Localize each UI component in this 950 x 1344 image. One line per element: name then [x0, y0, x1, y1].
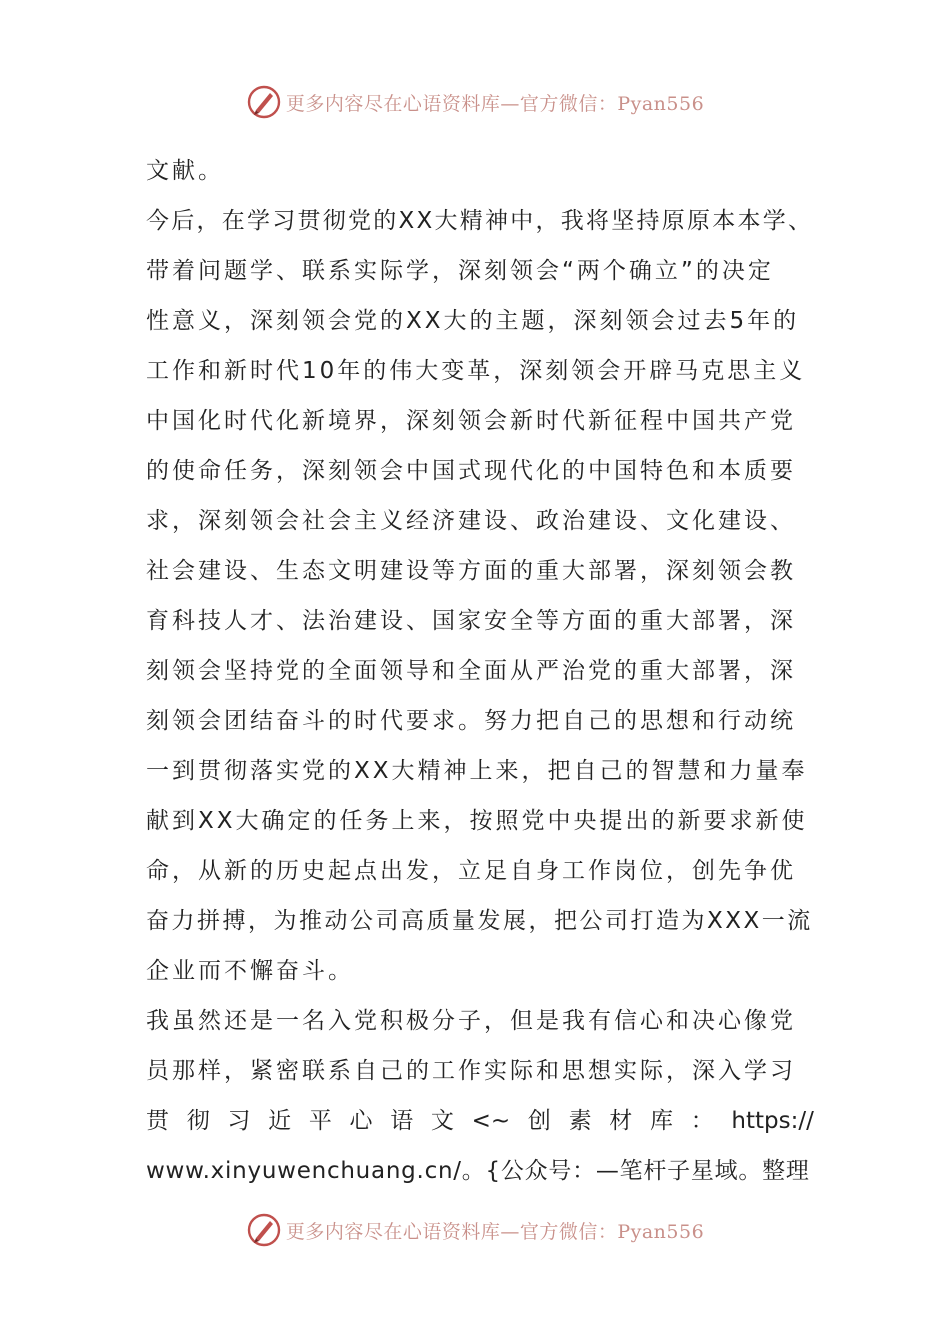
- text-line: 献到XX大确定的任务上来，按照党中央提出的新要求新使: [146, 808, 808, 834]
- text-line: 性意义，深刻领会党的XX大的主题，深刻领会过去5年的: [146, 308, 800, 334]
- spread-token: 创: [527, 1108, 551, 1134]
- text-line: 一到贯彻落实党的XX大精神上来，把自己的智慧和力量奉: [146, 758, 808, 784]
- text-line: 我虽然还是一名入党积极分子，但是我有信心和决心像党: [146, 1008, 796, 1034]
- text-line: 奋力拼搏，为推动公司高质量发展，把公司打造为XXX一流: [146, 908, 813, 934]
- text-line: 中国化时代化新境界，深刻领会新时代新征程中国共产党: [146, 408, 796, 434]
- pen-logo-icon: [246, 1212, 282, 1248]
- spread-token: 习: [227, 1108, 251, 1134]
- footer-banner: [0, 1210, 950, 1250]
- header-banner: [0, 82, 950, 122]
- text-line: 文献。: [146, 158, 224, 184]
- body-text: [146, 146, 814, 1196]
- text-line: 刻领会坚持党的全面领导和全面从严治党的重大部署，深: [146, 658, 796, 684]
- text-line: www.xinyuwenchuang.cn/。{公众号：—笔杆子星域。整理: [146, 1158, 810, 1184]
- text-line: 育科技人才、法治建设、国家安全等方面的重大部署，深: [146, 608, 796, 634]
- spread-token: https://: [731, 1108, 814, 1134]
- spread-token: 平: [308, 1108, 332, 1134]
- spread-token: 贯: [146, 1108, 169, 1134]
- banner-text: 更多内容尽在心语资料库—官方微信：Pyan556: [285, 1220, 705, 1243]
- text-line: 命，从新的历史起点出发，立足自身工作岗位，创先争优: [146, 858, 796, 884]
- spread-token: 心: [349, 1108, 373, 1134]
- spread-token: 素: [568, 1108, 592, 1134]
- text-line: 求，深刻领会社会主义经济建设、政治建设、文化建设、: [146, 508, 796, 534]
- text-line: 工作和新时代10年的伟大变革，深刻领会开辟马克思主义: [146, 358, 806, 384]
- text-line: 今后，在学习贯彻党的XX大精神中，我将坚持原原本本学、: [146, 208, 814, 234]
- banner-text: 更多内容尽在心语资料库—官方微信：Pyan556: [285, 92, 705, 115]
- text-line: 企业而不懈奋斗。: [146, 958, 354, 984]
- text-line: 带着问题学、联系实际学，深刻领会“两个确立”的决定: [146, 258, 774, 284]
- text-line: 的使命任务，深刻领会中国式现代化的中国特色和本质要: [146, 458, 796, 484]
- spread-token: 库: [649, 1108, 673, 1134]
- spread-token: 语: [390, 1108, 414, 1134]
- spread-token: ：: [690, 1108, 714, 1134]
- spread-token: <~: [471, 1108, 511, 1134]
- spread-token: 文: [430, 1108, 454, 1134]
- text-line: 社会建设、生态文明建设等方面的重大部署，深刻领会教: [146, 558, 796, 584]
- spread-token: 近: [268, 1108, 292, 1134]
- text-line: 刻领会团结奋斗的时代要求。努力把自己的思想和行动统: [146, 708, 796, 734]
- spread-text-line: [146, 1096, 814, 1146]
- spread-token: 材: [609, 1108, 633, 1134]
- text-line: 员那样，紧密联系自己的工作实际和思想实际，深入学习: [146, 1058, 796, 1084]
- pen-logo-icon: [246, 84, 282, 120]
- spread-token: 彻: [186, 1108, 210, 1134]
